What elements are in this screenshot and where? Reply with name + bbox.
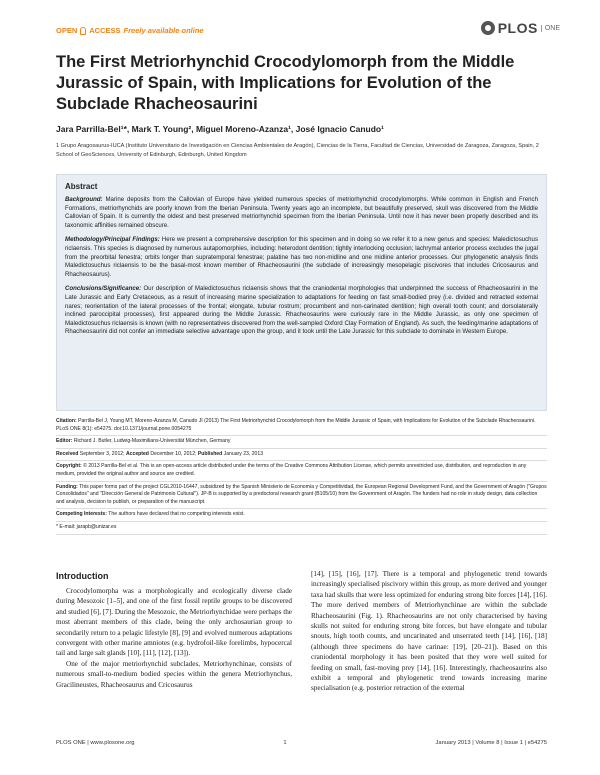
- funding: Funding: This paper forms part of the project CGL2010-16447, subsidized by the Spanish Ministerio de Economía y Competitividad, the European Regional Development Fund, and the Government of Aragón ("Grupos Consolidados" and "Dirección General de Patrimonio Cultural"). JP-B is supported by a predoctoral research grant (B105/10) from the Government of Aragón. The funders had no role in study design, data collection and analysis, decision to publish, or preparation of the manuscript.: [56, 482, 547, 510]
- abstract-background: Background: Marine deposits from the Callovian of Europe have yielded numerous species of metriorhynchid crocodylomorphs. While common in English and French Formations, metriorhynchids are poorly known from the Iberian Peninsula. Twenty years ago an incomplete, but beautifully preserved, skull was discovered from the Middle Callovian of Spain. It is currently the oldest and best preserved metriorhynchid specimen from the Iberian Peninsula. Until now it has never been properly described and its taxonomic affinities remained obscure.: [65, 196, 538, 229]
- intro-paragraph-2: One of the major metriorhynchid subclades, Metriorhynchinae, consists of numerous small-to-medium bodied species within the genera Metriorhynchus, Gracilineustes, Rhacheosaurus and Cricosaurus: [56, 659, 292, 689]
- abstract-conclusions: Conclusions/Significance: Our description of Maledictosuchus riclaensis shows that the craniodental morphologies that underpinned the success of Rhacheosaurini in the Late Jurassic and Early Cretaceous, as a result of increasing marine specialization to adaptations for feeding on fast small-bodied prey (i.e. divided and retracted external nares; reorientation of the lateral processes of the frontal; elongate, tubular rostrum; procumbent and non-carinated dentition; high overall tooth count; and dorsolaterally inclined paroccipital processes), first appeared during the Middle Jurassic. Rhacheosaurins were curiously rare in the Middle Jurassic, as only one specimen of Maledictosuchus riclaensis is known (with no representatives discovered from the well-sampled Oxford Clay Formation of England). As such, the feeding/marine adaptations of Rhacheosaurini did not confer an immediate selective advantage upon the group, and it took until the Late Jurassic for this subclade to dominate in Western Europe.: [65, 285, 538, 336]
- freely-available-label: Freely available online: [123, 26, 204, 35]
- email-link[interactable]: jarapb@unizar.es: [76, 523, 117, 530]
- editor: Editor: Richard J. Butler, Ludwig-Maximilians-Universität München, Germany: [56, 436, 547, 449]
- copyright: Copyright: © 2013 Parrilla-Bel et al. This is an open-access article distributed under the terms of the Creative Commons Attribution License, which permits unrestricted use, distribution, and reproduction in any medium, provided the original author and source are credited.: [56, 461, 547, 481]
- author-list: Jara Parrilla-Bel¹*, Mark T. Young², Miguel Moreno-Azanza¹, José Ignacio Canudo¹: [56, 124, 384, 134]
- plos-one-logo: PLOS ONE: [481, 20, 560, 36]
- plos-logo-icon: [481, 21, 495, 35]
- article-title: The First Metriorhynchid Crocodylomorph from the Middle Jurassic of Spain, with Implications for Evolution of the Subclade Rhacheosaurini: [56, 53, 515, 113]
- competing-interests: Competing Interests: The authors have declared that no competing interests exist.: [56, 509, 547, 522]
- dates: Received September 3, 2012; Accepted December 10, 2012; Published January 23, 2013: [56, 449, 547, 462]
- affiliations: 1 Grupo Aragosaurus-IUCA (Instituto Universitario de Investigación en Ciencias Ambientales de Aragón), Ciencias de la Tierra, Facultad de Ciencias, Universidad de Zaragoza, Zaragoza, Spain, 2 School of GeoSciences, University of Edinburgh, Edinburgh, United Kingdom: [56, 143, 539, 158]
- left-column: [56, 586, 292, 690]
- page-footer: [56, 740, 547, 746]
- footer-journal: PLOS ONE | www.plosone.org: [56, 740, 135, 746]
- article-metadata: [56, 416, 547, 535]
- abstract-heading: Abstract: [65, 182, 98, 191]
- abstract-box: [56, 174, 547, 411]
- right-column: [311, 569, 547, 694]
- abstract-methods: Methodology/Principal Findings: Here we present a comprehensive description for this specimen and in doing so we refer it to a new genus and species: Maledictosuchus riclaensis. This species is diagnosed by numerous autapomorphies, including: heterodont dentition; tightly interlocking occlusion; lachrymal anterior process excludes the jugal from the preorbital fenestra; orbits longer than supratemporal fenestrae; palatine has two non-midline and one midline anterior processes. Our phylogenetic analysis finds Maledictosuchus riclaensis to be the basal-most known member of Rhacheosaurini (the subclade of increasingly mesopelagic piscivores that includes Cricosaurus and Rhacheosaurus).: [65, 236, 538, 278]
- intro-paragraph-1: Crocodylomorpha was a morphologically and ecologically diverse clade during Mesozoic [1–5], and one of the first fossil reptile groups to be discovered and studied [6], [7]. During the Mesozoic, the Metriorhynchidae were perhaps the most aberrant members of this clade, being the only archosaurian group to secondarily return to a pelagic lifestyle [8], [9] and evolved numerous adaptations convergent with other marine amniotes (e.g. hydrofoil-like forelimbs, hypocercal tail and large salt glands [10], [11], [12], [13]).: [56, 587, 292, 658]
- open-lock-icon: [80, 27, 86, 35]
- intro-paragraph-3: [14], [15], [16], [17]. There is a temporal and phylogenetic trend towards increasingly specialised piscivory within this group, as more derived and younger taxa had skulls that were less optimized for enduring strong bite forces [14], [16]. The more derived members of Metriorhynchinae are within the subclade Rhacheosaurini (Fig. 1). Rhacheosaurins are not only characterised by having skulls not suited for enduring strong bite forces, but have elongate and tubular snouts, high tooth counts, and uncarinated and unserrated teeth [14], [16], [18] (although three specimens do have carinae: [19], [20–21]). Based on this craniodental morphology it has been posited that they were well suited for feeding on small, fast-moving prey [14], [16]. Interestingly, rhacheosaurins also exhibit a temporal and phylogenetic trend towards increasing marine specialisation (e.g. posterior retraction of the external: [311, 570, 547, 693]
- introduction-heading: Introduction: [56, 571, 109, 581]
- footer-issue: January 2013 | Volume 8 | Issue 1 | e54275: [435, 740, 547, 746]
- citation: Citation: Parrilla-Bel J, Young MT, Moreno-Azanza M, Canudo JI (2013) The First Metriorhynchid Crocodylomorph from the Middle Jurassic of Spain, with Implications for Evolution of the Subclade Rhacheosaurini. PLoS ONE 8(1): e54275. doi:10.1371/journal.pone.0054275: [56, 416, 547, 436]
- page-number: 1: [283, 740, 287, 746]
- open-access-banner: OPEN ACCESS Freely available online: [56, 26, 204, 35]
- email: * E-mail: jarapb@unizar.es: [56, 522, 547, 535]
